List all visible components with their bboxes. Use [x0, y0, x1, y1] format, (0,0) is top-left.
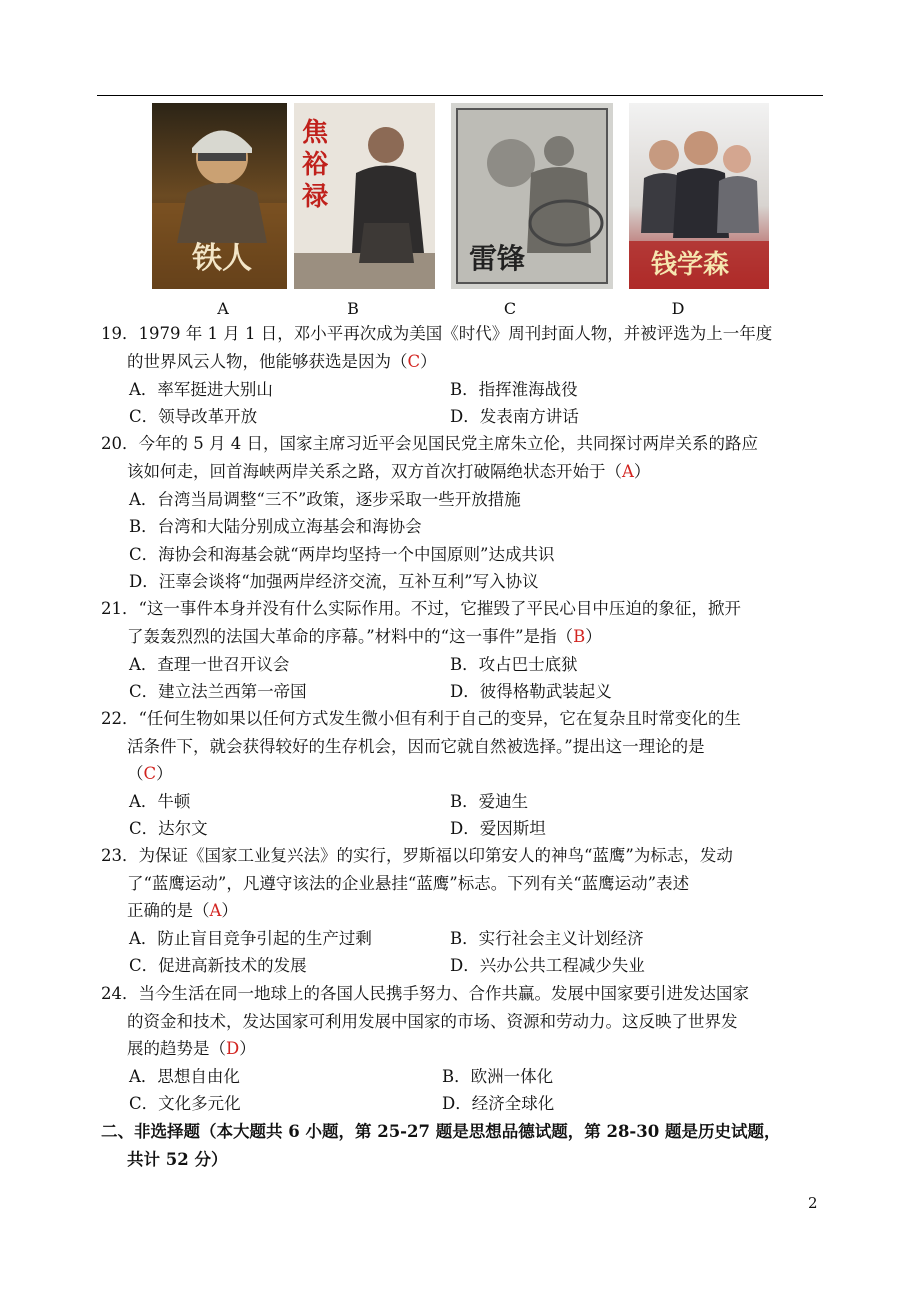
- option-a: A．思想自由化: [129, 1067, 240, 1086]
- question-21-line-2: 了轰轰烈烈的法国大革命的序幕。”材料中的“这一事件”是指（B）: [127, 627, 602, 646]
- option-a: A．查理一世召开议会: [129, 655, 290, 674]
- poster-a-label: A: [217, 299, 229, 318]
- svg-text:焦: 焦: [302, 118, 329, 148]
- question-24-line-1: 24．当今生活在同一地球上的各国人民携手努力、合作共赢。发展中国家要引进发达国家: [101, 984, 749, 1003]
- answer-mark: B: [573, 627, 586, 646]
- svg-text:裕: 裕: [302, 150, 329, 180]
- option-d: D．兴办公共工程减少失业: [450, 956, 645, 975]
- poster-b-label: B: [347, 299, 359, 318]
- question-23-line-3: 正确的是（A）: [127, 901, 238, 920]
- header-rule: [97, 95, 823, 96]
- option-b: B．爱迪生: [450, 792, 529, 811]
- answer-mark: A: [209, 901, 222, 920]
- question-23-line-1: 23．为保证《国家工业复兴法》的实行，罗斯福以印第安人的神鸟“蓝鹰”为标志，发动: [101, 846, 733, 865]
- option-a: A．防止盲目竞争引起的生产过剩: [129, 929, 372, 948]
- option-b: B．实行社会主义计划经济: [450, 929, 644, 948]
- question-19-line-1: 19．1979 年 1 月 1 日，邓小平再次成为美国《时代》周刊封面人物，并被评选为上一年度: [101, 324, 773, 343]
- question-22-line-3: （C）: [127, 764, 173, 783]
- section-heading-line-2: 共计 52 分）: [127, 1150, 228, 1169]
- poster-row: [0, 103, 920, 321]
- option-c: C．文化多元化: [129, 1094, 241, 1113]
- option-a: A．牛顿: [129, 792, 191, 811]
- question-22-line-1: 22．“任何生物如果以任何方式发生微小但有利于自己的变异，它在复杂且时常变化的生: [101, 709, 741, 728]
- option-c: C．领导改革开放: [129, 407, 258, 426]
- option-c: C．建立法兰西第一帝国: [129, 682, 307, 701]
- option-b: B．欧洲一体化: [442, 1067, 554, 1086]
- option-d: D．彼得格勒武装起义: [450, 682, 612, 701]
- question-24-line-3: 展的趋势是（D）: [127, 1039, 256, 1058]
- option-a: A．台湾当局调整“三不”政策，逐步采取一些开放措施: [129, 490, 521, 509]
- question-20-line-1: 20．今年的 5 月 4 日，国家主席习近平会见国民党主席朱立伦，共同探讨两岸关系的路应: [101, 434, 758, 453]
- poster-d-label: D: [671, 299, 685, 318]
- poster-a-image: [152, 103, 287, 289]
- poster-c-image: [451, 103, 613, 289]
- answer-mark: C: [143, 764, 157, 783]
- question-20-line-2: 该如何走，回首海峡两岸关系之路，双方首次打破隔绝状态开始于（A）: [127, 462, 651, 481]
- answer-mark: A: [622, 462, 634, 481]
- option-d: D．发表南方讲话: [450, 407, 579, 426]
- svg-text:铁人: 铁人: [192, 241, 252, 276]
- question-24-line-2: 的资金和技术，发达国家可利用发展中国家的市场、资源和劳动力。这反映了世界发: [127, 1012, 738, 1031]
- svg-text:钱学森: 钱学森: [651, 250, 730, 280]
- option-b: B．台湾和大陆分别成立海基会和海协会: [129, 517, 422, 536]
- answer-mark: D: [226, 1039, 240, 1058]
- question-19-line-2: 的世界风云人物，他能够获选是因为（C）: [127, 352, 437, 371]
- option-d: D．爱因斯坦: [450, 819, 546, 838]
- option-c: C．促进高新技术的发展: [129, 956, 307, 975]
- option-a: A．率军挺进大别山: [129, 380, 273, 399]
- question-22-line-2: 活条件下，就会获得较好的生存机会，因而它就自然被选择。”提出这一理论的是: [127, 737, 705, 756]
- option-c: C．达尔文: [129, 819, 208, 838]
- option-c: C．海协会和海基会就“两岸均坚持一个中国原则”达成共识: [129, 545, 555, 564]
- option-b: B．指挥淮海战役: [450, 380, 578, 399]
- question-21-line-1: 21．“这一事件本身并没有什么实际作用。不过，它摧毁了平民心目中压迫的象征，掀开: [101, 599, 741, 618]
- poster-b-image: [294, 103, 435, 289]
- option-b: B．攻占巴士底狱: [450, 655, 578, 674]
- section-heading-line-1: 二、非选择题（本大题共 6 小题，第 25-27 题是思想品德试题，第 28-30 题是历史试题，: [101, 1122, 781, 1141]
- svg-text:雷锋: 雷锋: [469, 242, 526, 275]
- question-23-line-2: 了“蓝鹰运动”，凡遵守该法的企业悬挂“蓝鹰”标志。下列有关“蓝鹰运动”表述: [127, 874, 690, 893]
- poster-d-image: [629, 103, 769, 289]
- option-d: D．经济全球化: [442, 1094, 555, 1113]
- poster-c-label: C: [503, 299, 517, 318]
- option-d: D．汪辜会谈将“加强两岸经济交流，互补互利”写入协议: [129, 572, 539, 591]
- page-number: 2: [808, 1194, 818, 1212]
- answer-mark: C: [407, 352, 421, 371]
- svg-text:禄: 禄: [302, 182, 329, 212]
